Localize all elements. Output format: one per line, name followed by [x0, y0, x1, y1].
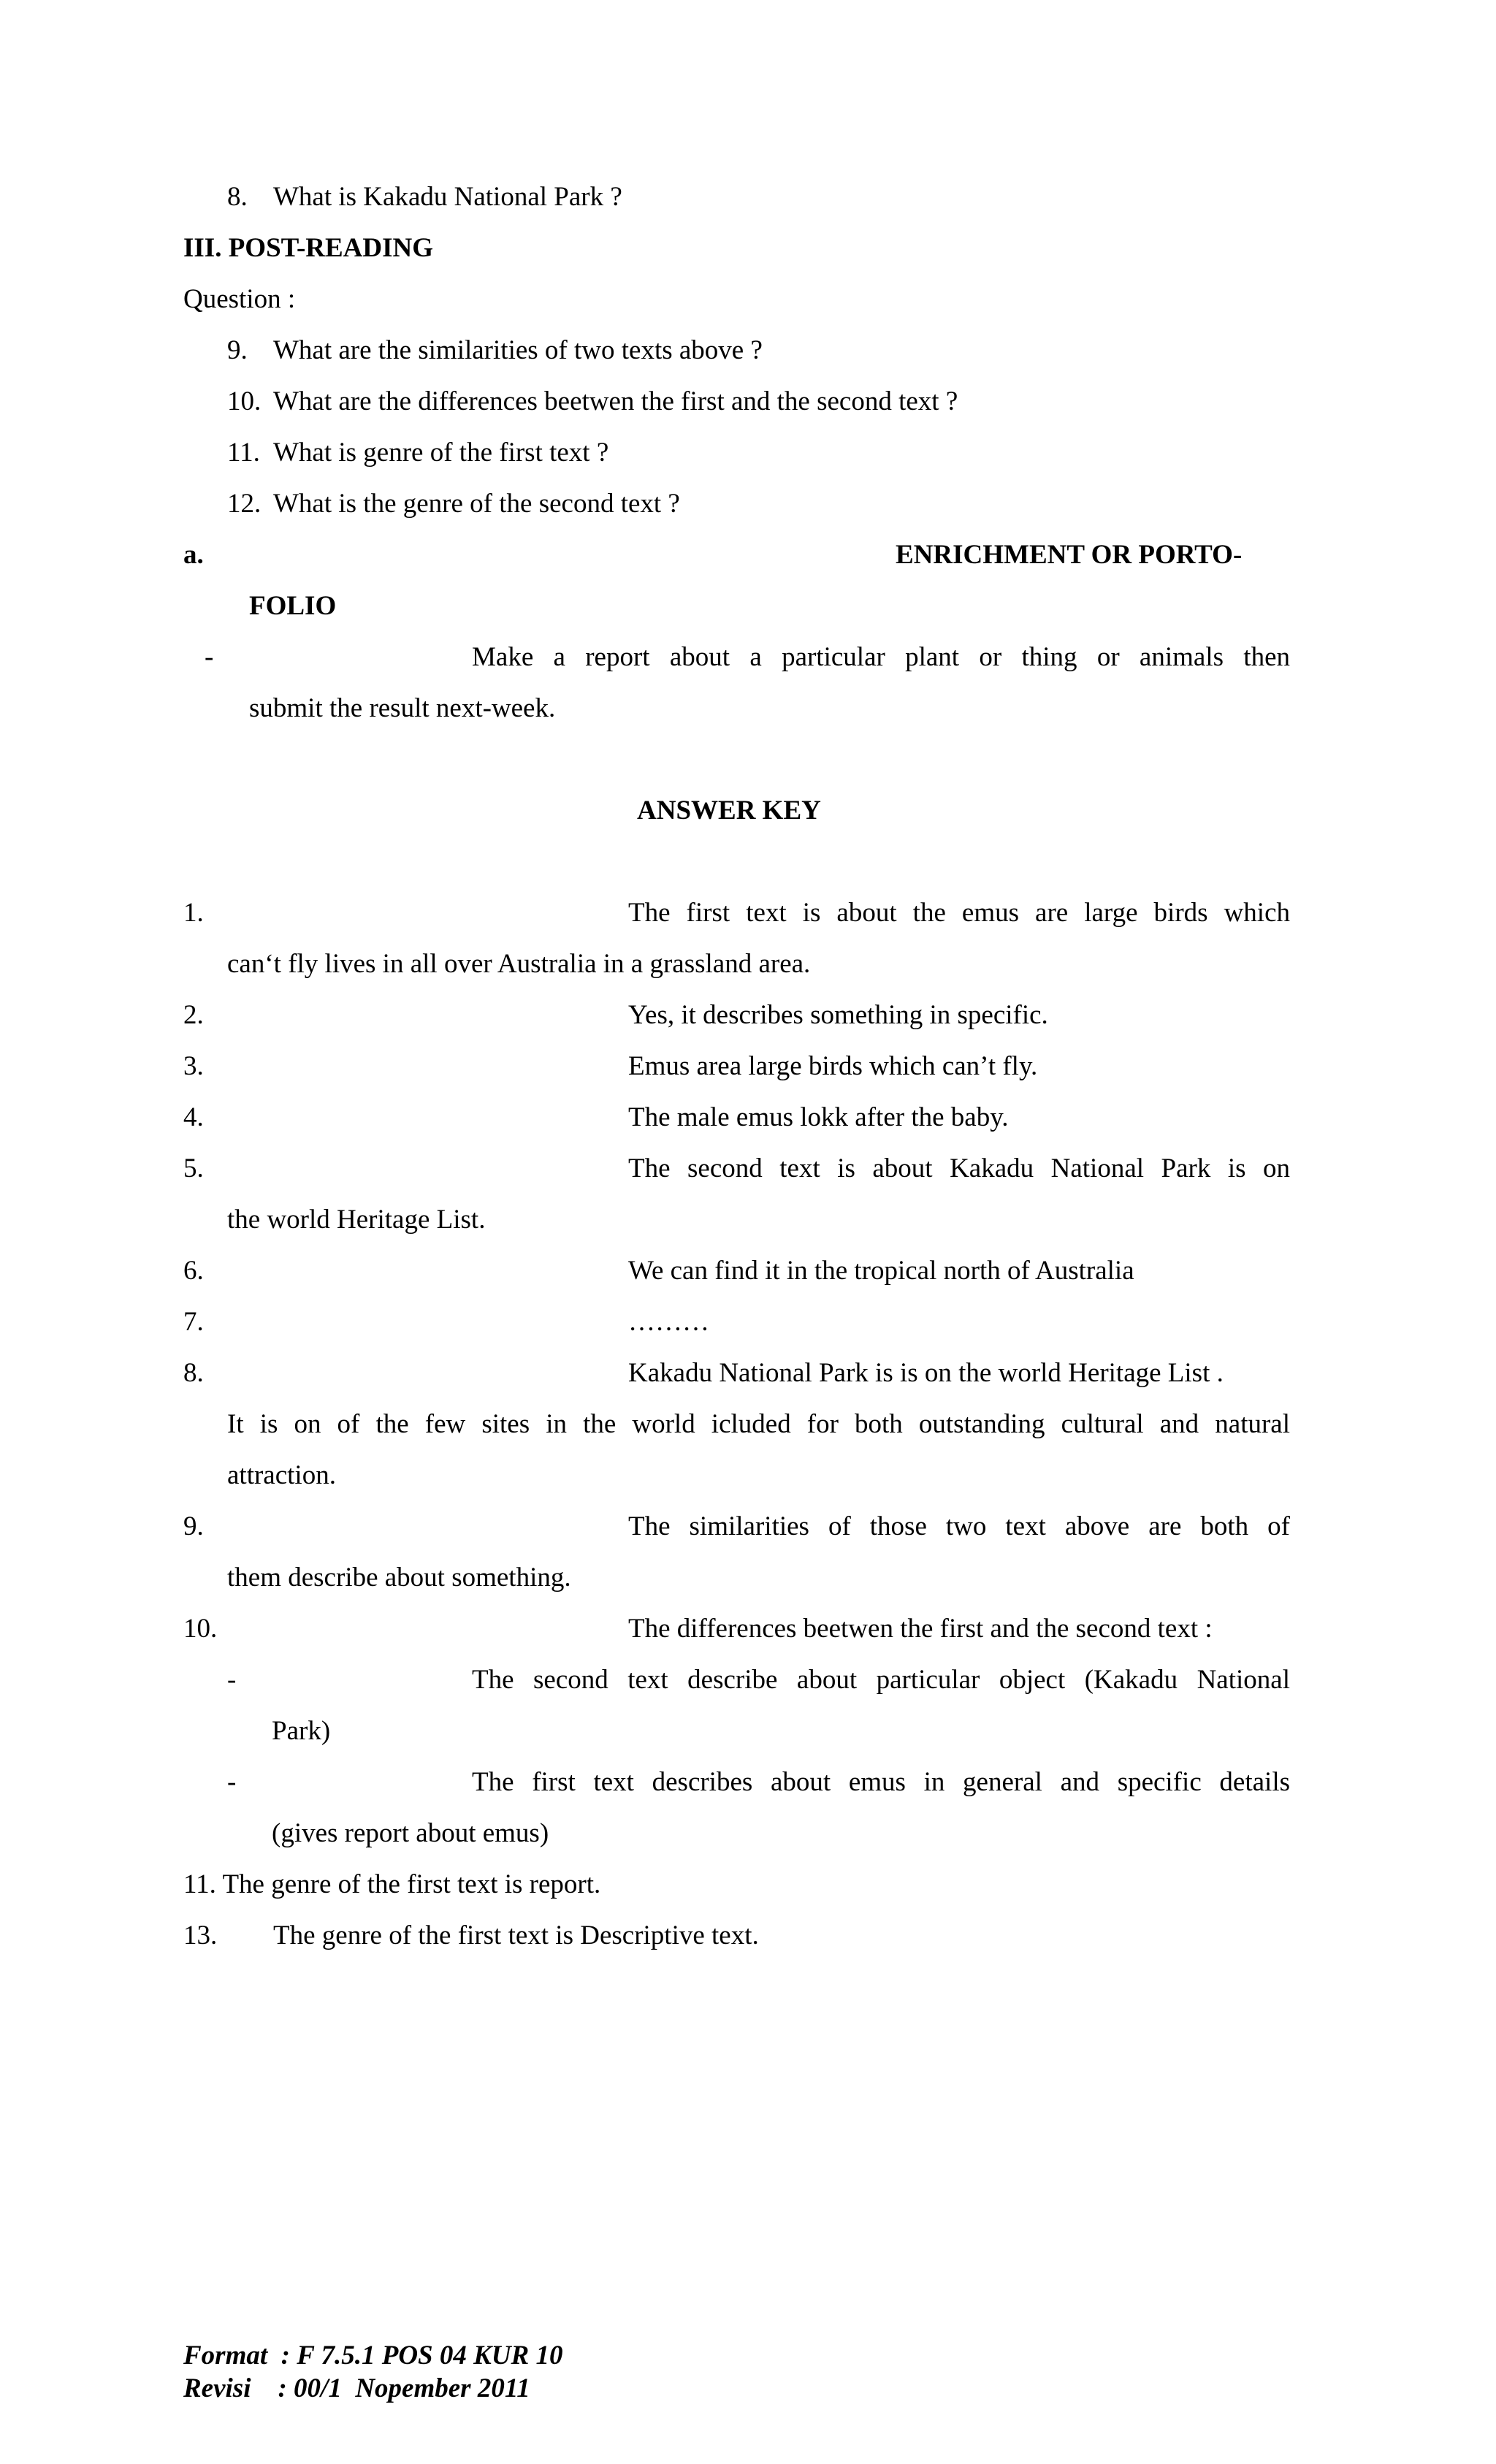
answer-4-number: 4. — [183, 1102, 204, 1132]
answer-3-number: 3. — [183, 1051, 204, 1081]
answer-5-line2: the world Heritage List. — [227, 1205, 486, 1235]
answer-3-line1: Emus area large birds which can’t fly. — [628, 1051, 1038, 1081]
answer-11: 11. The genre of the first text is report. — [183, 1869, 601, 1899]
enrichment-task-line2: submit the result next-week. — [249, 693, 556, 723]
answer-13-text: The genre of the first text is Descriptive text. — [273, 1921, 759, 1950]
answer-9-line1: The similarities of those two text above are both of — [628, 1511, 1290, 1541]
subpoint-1-line1: The second text describe about particular object (Kakadu National — [472, 1665, 1290, 1695]
question-9-text: What are the similarities of two texts above ? — [273, 335, 763, 365]
question-12-number: 12. — [227, 489, 262, 519]
answer-2-line1: Yes, it describes something in specific. — [628, 1000, 1048, 1030]
question-12-text: What is the genre of the second text ? — [273, 489, 680, 519]
answer-9-number: 9. — [183, 1511, 204, 1541]
answer-10-line1: The differences beetwen the first and the second text : — [628, 1614, 1213, 1644]
answer-6-number: 6. — [183, 1256, 204, 1286]
answer-7-line1: ……… — [628, 1307, 709, 1337]
question-11-number: 11. — [227, 438, 260, 468]
footer-revisi: Revisi : 00/1 Nopember 2011 — [183, 2373, 530, 2403]
answer-8-line2: It is on of the few sites in the world icluded for both outstanding cultural and natural — [227, 1409, 1290, 1439]
question-11-text: What is genre of the first text ? — [273, 438, 609, 468]
subpoint-2-line2: (gives report about emus) — [272, 1818, 549, 1848]
answer-8-number: 8. — [183, 1358, 204, 1388]
answer-8-line3: attraction. — [227, 1460, 336, 1490]
answer-1-number: 1. — [183, 898, 204, 928]
answer-10-number: 10. — [183, 1614, 218, 1644]
question-9-number: 9. — [227, 335, 248, 365]
question-label: Question : — [183, 284, 296, 314]
question-8-number: 8. — [227, 182, 248, 212]
answer-9-line2: them describe about something. — [227, 1563, 571, 1593]
footer-format: Format : F 7.5.1 POS 04 KUR 10 — [183, 2341, 563, 2370]
answer-1-line1: The first text is about the emus are large birds which — [628, 898, 1290, 928]
answer-5-line1: The second text is about Kakadu National Park is on — [628, 1153, 1290, 1183]
question-8-text: What is Kakadu National Park ? — [273, 182, 622, 212]
answer-8-line1: Kakadu National Park is is on the world Heritage List . — [628, 1358, 1224, 1388]
answer-13-number: 13. — [183, 1921, 218, 1950]
answer-6-line1: We can find it in the tropical north of Australia — [628, 1256, 1134, 1286]
answer-7-number: 7. — [183, 1307, 204, 1337]
post-reading-heading: III. POST-READING — [183, 233, 433, 263]
question-10-text: What are the differences beetwen the first and the second text ? — [273, 386, 958, 416]
enrichment-marker: a. — [183, 540, 204, 570]
subpoint-2-line1: The first text describes about emus in general and specific details — [472, 1767, 1290, 1797]
enrichment-task-line1: Make a report about a particular plant or thing or animals then — [472, 642, 1290, 672]
answer-4-line1: The male emus lokk after the baby. — [628, 1102, 1009, 1132]
question-10-number: 10. — [227, 386, 262, 416]
answer-5-number: 5. — [183, 1153, 204, 1183]
answer-key-title: ANSWER KEY — [637, 796, 821, 825]
subpoint-1-line2: Park) — [272, 1716, 331, 1746]
answer-2-number: 2. — [183, 1000, 204, 1030]
enrichment-bullet: - — [205, 642, 214, 672]
enrichment-heading-line1: ENRICHMENT OR PORTO- — [896, 540, 1243, 570]
subpoint-1-bullet: - — [227, 1665, 237, 1695]
answer-1-line2: can‘t fly lives in all over Australia in a grassland area. — [227, 949, 811, 979]
subpoint-2-bullet: - — [227, 1767, 237, 1797]
enrichment-heading-line2: FOLIO — [249, 591, 337, 621]
